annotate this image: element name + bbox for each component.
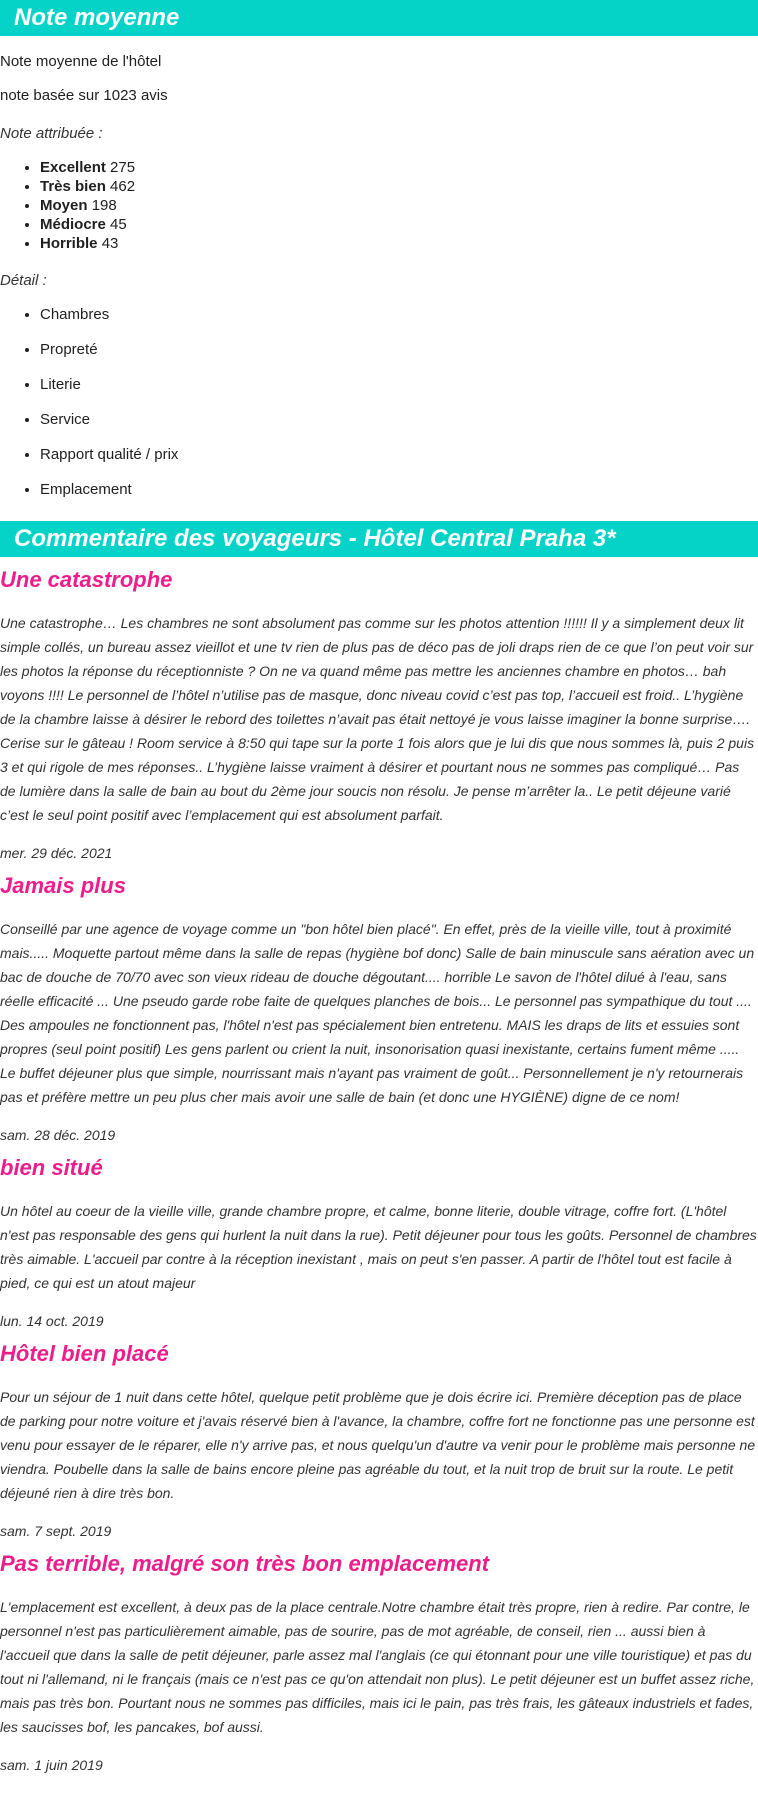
review-body: Pour un séjour de 1 nuit dans cette hôtel, quelque petit problème que je dois écrire ici. Première déception pas de place de parking pour notre voiture et j'avais réservé bien à l'avance, la chambre, coffre fort ne fonctionne pas une personne est venu pour essayer de le réparer, elle n'y arrive pas, et nous quelqu'un d'autre va venir pour le problème mais personne ne viendra. Poubelle dans la salle de bains encore pleine pas agréable du tout, et la nuit trop de bruit sur la route. Le petit déjeuné rien à dire très bon. [0, 1389, 756, 1501]
review-title: Pas terrible, malgré son très bon emplacement [0, 1551, 490, 1576]
rating-item [40, 196, 758, 215]
rating-label: Très bien [40, 178, 106, 195]
review-title: Hôtel bien placé [0, 1341, 169, 1366]
review-title: Jamais plus [0, 873, 126, 898]
rating-count: 45 [110, 216, 127, 233]
review-item [0, 557, 758, 863]
ratings-label: Note attribuée : [0, 125, 103, 142]
rating-count: 198 [91, 197, 117, 214]
rating-count: 462 [110, 178, 136, 195]
detail-item: • Chambres [40, 305, 758, 340]
ratings-list [0, 158, 758, 253]
review-item [0, 1541, 758, 1775]
rating-count: 275 [110, 159, 136, 176]
review-title: Une catastrophe [0, 567, 173, 592]
review-date: sam. 7 sept. 2019 [0, 1523, 112, 1539]
rating-item [40, 234, 758, 253]
rating-item [40, 215, 758, 234]
detail-item: • Rapport qualité / prix [40, 445, 758, 480]
review-count-text: note basée sur 1023 avis [0, 87, 168, 104]
detail-item: • Literie [40, 375, 758, 410]
rating-label: Médiocre [40, 216, 106, 233]
rating-item [40, 158, 758, 177]
review-title: bien situé [0, 1155, 103, 1180]
review-body: Conseillé par une agence de voyage comme un "bon hôtel bien placé". En effet, près de la vieille ville, tout à proximité mais..... Moquette partout même dans la salle de repas (hygiène bof donc) Salle de bain minuscule sans aération avec un bac de douche de 70/70 avec son vieux rideau de douche dégoutant.... horrible Le savon de l'hôtel dilué à l'eau, sans réelle efficacité ... Une pseudo garde robe faite de quelques planches de bois... Le personnel pas sympathique du tout .... Des ampoules ne fonctionnent pas, l'hôtel n'est pas spécialement bien entretenu. MAIS les draps de lits et essuies sont propres (seul point positif) Les gens parlent ou crient la nuit, insonorisation quasi inexistante, certains fument même ..... Le buffet déjeuner plus que simple, nourrissant mais n'ayant pas vraiment de goût... Personnellement je n'y retournerais pas et préfère mettre un peu plus cher mais avoir une salle de bain (et donc une HYGIÈNE) digne de ce nom! [0, 921, 755, 1105]
review-date: sam. 28 déc. 2019 [0, 1127, 116, 1143]
reviews-heading: Commentaire des voyageurs - Hôtel Central Praha 3* [0, 521, 758, 557]
details-list [0, 305, 758, 515]
rating-count: 43 [101, 235, 119, 252]
review-date: lun. 14 oct. 2019 [0, 1313, 104, 1329]
detail-item: • Propreté [40, 340, 758, 375]
review-body: Un hôtel au coeur de la vieille ville, grande chambre propre, et calme, bonne literie, double vitrage, coffre fort. (L'hôtel n'est pas responsable des gens qui hurlent la nuit dans la rue). Petit déjeuner pour tous les goûts. Personnel de chambres très aimable. L'accueil par contre à la réception inexistant , mais on peut s'en passer. A partir de l'hôtel tout est facile à pied, ce qui est un atout majeur [0, 1203, 757, 1291]
review-item [0, 1145, 758, 1331]
review-body: Une catastrophe… Les chambres ne sont absolument pas comme sur les photos attention !!!!!! Il y a simplement deux lit simple collés, un bureau assez vieillot et une tv rien de plus pas de déco pas de joli draps rien de ce que l’on peut voir sur les photos la réponse du réceptionniste ? On ne va quand même pas mettre les anciennes chambre en photos… bah voyons !!!! Le personnel de l’hôtel n’utilise pas de masque, donc niveau covid c’est pas top, l’accueil est froid.. L’hygiène de la chambre laisse à désirer le rebord des toilettes n’avait pas était nettoyé je vous laisse imaginer la bonne surprise…. Cerise sur le gâteau ! Room service à 8:50 qui tape sur la porte 1 fois alors que je lui dis que nous sommes là, puis 2 puis 3 et qui rigole de mes réponses.. L’hygiène laisse vraiment à désirer et pourtant nous ne sommes pas compliqué… Pas de lumière dans la salle de bain au bout du 2ème jour soucis non résolu. Je pense m’arrêter la.. Le petit déjeune varié c’est le seul point positif avec l’emplacement qui est absolument parfait. [0, 615, 755, 823]
average-rating-heading: Note moyenne [0, 0, 758, 36]
rating-label: Excellent [40, 159, 106, 176]
hotel-rating-label: Note moyenne de l'hôtel [0, 53, 162, 70]
detail-item: • Service [40, 410, 758, 445]
review-body: L'emplacement est excellent, à deux pas de la place centrale.Notre chambre était très propre, rien à redire. Par contre, le personnel n'est pas particulièrement aimable, pas de sourire, pas de mot agréable, de conseil, rien ... aussi bien à l'accueil que dans la salle de petit déjeuner, parle assez mal l'anglais (ce qui étonnant pour une ville touristique) et pas du tout ni l'allemand, ni le français (mais ce n'est pas ce qu'on attendait non plus). Le petit déjeuner est un buffet assez riche, mais pas très bon. Pourtant nous ne sommes pas difficiles, mais ici le pain, pas très frais, les gâteaux industriels et fades, les saucisses bof, les pancakes, bof aussi. [0, 1599, 755, 1735]
details-label: Détail : [0, 272, 47, 289]
rating-item [40, 177, 758, 196]
review-item [0, 1331, 758, 1541]
review-date: sam. 1 juin 2019 [0, 1757, 103, 1773]
rating-label: Horrible [40, 235, 98, 252]
detail-item: • Emplacement [40, 480, 758, 515]
rating-label: Moyen [40, 197, 88, 214]
review-date: mer. 29 déc. 2021 [0, 845, 113, 861]
review-item [0, 863, 758, 1145]
